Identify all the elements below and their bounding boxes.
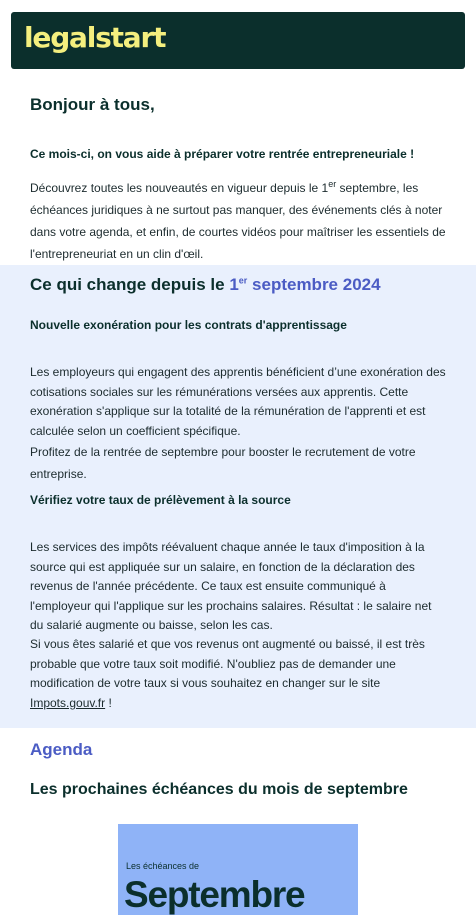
banner-caption: Les échéances de xyxy=(126,861,200,871)
intro-text-start: Découvrez toutes les nouveautés en vigueur depuis le 1 xyxy=(30,181,329,195)
changes-title-prefix: Ce qui change depuis le xyxy=(30,275,230,294)
intro-superscript: er xyxy=(328,179,337,189)
legalstart-logo[interactable]: legalstart xyxy=(24,21,166,54)
agenda-heading: Agenda xyxy=(30,740,93,759)
agenda-section xyxy=(30,740,446,798)
prelevement-paragraph: Les services des impôts réévaluent chaque année le taux d'imposition à la source qui est appliquée sur un salaire, en fonction de la déclaration des revenus de l'année précédente. Ce taux est ensuite communiqué à l'employeur qui l'applique sur les prochains salaires. Résultat : le salaire net du salarié augmente ou baisse, selon les cas. xyxy=(30,540,432,632)
prelevement-text: Si vous êtes salarié et que vos revenus ont augmenté ou baissé, il est très probable que votre taux soit modifié. N'oubliez pas de demander une modification de votre taux si vous souhaitez en changer sur le site xyxy=(30,637,425,690)
intro-paragraph xyxy=(30,173,446,265)
intro-section xyxy=(30,95,446,261)
echeances-banner-image[interactable] xyxy=(118,824,358,915)
apprentissage-paragraph: Les employeurs qui engagent des apprentis bénéficient d’une exonération des cotisations sociales sur les rémunérations versées aux apprentis. Cette exonération s'applique sur la totalité de la rémunération de l'apprenti et est calculée selon un coefficient spécifique. xyxy=(30,365,446,438)
greeting-heading: Bonjour à tous, xyxy=(30,95,155,114)
prelevement-text-end: ! xyxy=(105,695,112,710)
intro-text-end: septembre, les échéances juridiques à ne surtout pas manquer, des événements clés à noter dans votre agenda, et enfin, de courtes vidéos pour maîtriser les essentiels de l'entrepreneuriat en un clin d'œil. xyxy=(30,181,446,261)
changes-heading xyxy=(30,275,446,295)
changes-section xyxy=(0,265,476,728)
header-bar xyxy=(11,12,465,69)
apprentissage-heading: Nouvelle exonération pour les contrats d'apprentissage xyxy=(30,318,347,332)
intro-lead: Ce mois-ci, on vous aide à préparer votre rentrée entrepreneuriale ! xyxy=(30,147,415,161)
banner-month: Septembre xyxy=(124,874,305,915)
impots-link[interactable]: Impots.gouv.fr xyxy=(30,695,106,710)
prelevement-heading: Vérifiez votre taux de prélèvement à la source xyxy=(30,493,291,507)
changes-title-date: 1er septembre 2024 xyxy=(229,275,381,294)
prelevement-paragraph-2 xyxy=(30,635,446,713)
apprentissage-paragraph-2: Profitez de la rentrée de septembre pour booster le recrutement de votre entreprise. xyxy=(30,445,416,481)
agenda-subheading: Les prochaines échéances du mois de septembre xyxy=(30,781,408,798)
